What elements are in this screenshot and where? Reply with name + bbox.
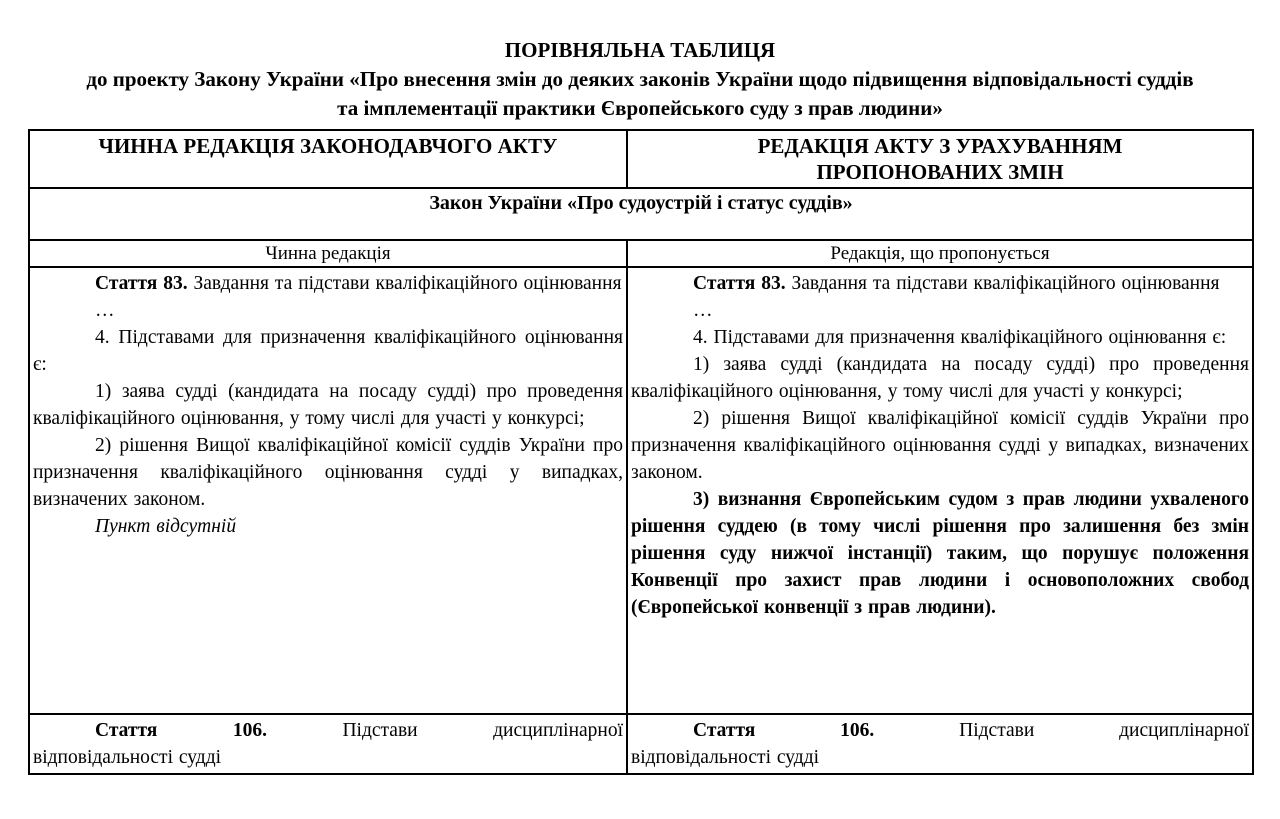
header-current-edition: ЧИННА РЕДАКЦІЯ ЗАКОНОДАВЧОГО АКТУ <box>29 130 627 188</box>
article83-heading <box>631 270 1249 297</box>
subheader-row <box>29 240 1253 267</box>
article106-heading-number: Стаття 106. <box>95 720 267 741</box>
law-title-row <box>29 188 1253 240</box>
paragraph-4: 4. Підставами для призначення кваліфікаційного оцінювання є: <box>33 327 623 375</box>
article106-current-cell <box>29 714 627 774</box>
column-header-row <box>29 130 1253 188</box>
paragraph-4-item-1: 1) заява судді (кандидата на посаду судді) про проведення кваліфікаційного оцінювання, у тому числі для участі у конкурсі; <box>631 354 1249 402</box>
article106-proposed-cell <box>627 714 1253 774</box>
title-line-3: та імплементації практики Європейського суду з прав людини» <box>337 96 943 120</box>
paragraph-4-item-3-new: 3) визнання Європейським судом з прав людини ухваленого рішення суддею (в тому числі рішення про залишення без змін рішення суду нижчої інстанції) таким, що порушує положення Конвенції про захист прав людини і основоположних свобод (Європейської конвенції з прав людини). <box>631 489 1249 618</box>
title-line-2: до проекту Закону України «Про внесення змін до деяких законів України щодо підвищення відповідальності суддів <box>86 67 1194 91</box>
header-proposed-line-1: РЕДАКЦІЯ АКТУ З УРАХУВАННЯМ <box>757 134 1123 158</box>
title-line-1: ПОРІВНЯЛЬНА ТАБЛИЦЯ <box>504 38 776 62</box>
paragraph-4-item-1: 1) заява судді (кандидата на посаду судді) про проведення кваліфікаційного оцінювання, у тому числі для участі у конкурсі; <box>33 381 623 429</box>
header-proposed-line-2: ПРОПОНОВАНИХ ЗМІН <box>816 160 1064 184</box>
article83-row <box>29 267 1253 714</box>
article106-heading-line1 <box>33 717 623 744</box>
article106-heading-number: Стаття 106. <box>693 720 875 741</box>
article83-heading-number: Стаття 83. <box>95 273 188 294</box>
paragraph-4: 4. Підставами для призначення кваліфікаційного оцінювання є: <box>693 327 1227 348</box>
article83-heading-text: Завдання та підстави кваліфікаційного оцінювання <box>791 273 1220 294</box>
subheader-current: Чинна редакція <box>29 240 627 267</box>
paragraph-4-item-2: 2) рішення Вищої кваліфікаційної комісії суддів України про призначення кваліфікаційного оцінювання судді у випадках, визначених законом. <box>631 408 1249 483</box>
article83-current-cell <box>29 267 627 714</box>
article83-heading-number: Стаття 83. <box>693 273 786 294</box>
article83-heading <box>33 270 623 297</box>
header-proposed-edition <box>627 130 1253 188</box>
article106-heading-line2: відповідальності судді <box>631 747 820 768</box>
article83-heading-text: Завдання та підстави кваліфікаційного оцінювання <box>193 273 622 294</box>
paragraph-4-item-2: 2) рішення Вищої кваліфікаційної комісії суддів України про призначення кваліфікаційного оцінювання судді у випадках, визначених законом. <box>33 435 623 510</box>
comparison-table <box>28 129 1254 775</box>
absent-point-note: Пункт відсутній <box>95 516 237 537</box>
article106-heading-text: Підстави дисциплінарної <box>342 720 624 741</box>
article106-row <box>29 714 1253 774</box>
law-title-cell: Закон України «Про судоустрій і статус суддів» <box>29 188 1253 240</box>
ellipsis-line: … <box>693 300 713 321</box>
article106-heading-line1 <box>631 717 1249 744</box>
document-title <box>0 0 1280 123</box>
ellipsis-line: … <box>95 300 115 321</box>
article106-heading-text: Підстави дисциплінарної <box>959 720 1249 741</box>
article83-proposed-cell <box>627 267 1253 714</box>
article106-heading-line2: відповідальності судді <box>33 747 222 768</box>
subheader-proposed: Редакція, що пропонується <box>627 240 1253 267</box>
